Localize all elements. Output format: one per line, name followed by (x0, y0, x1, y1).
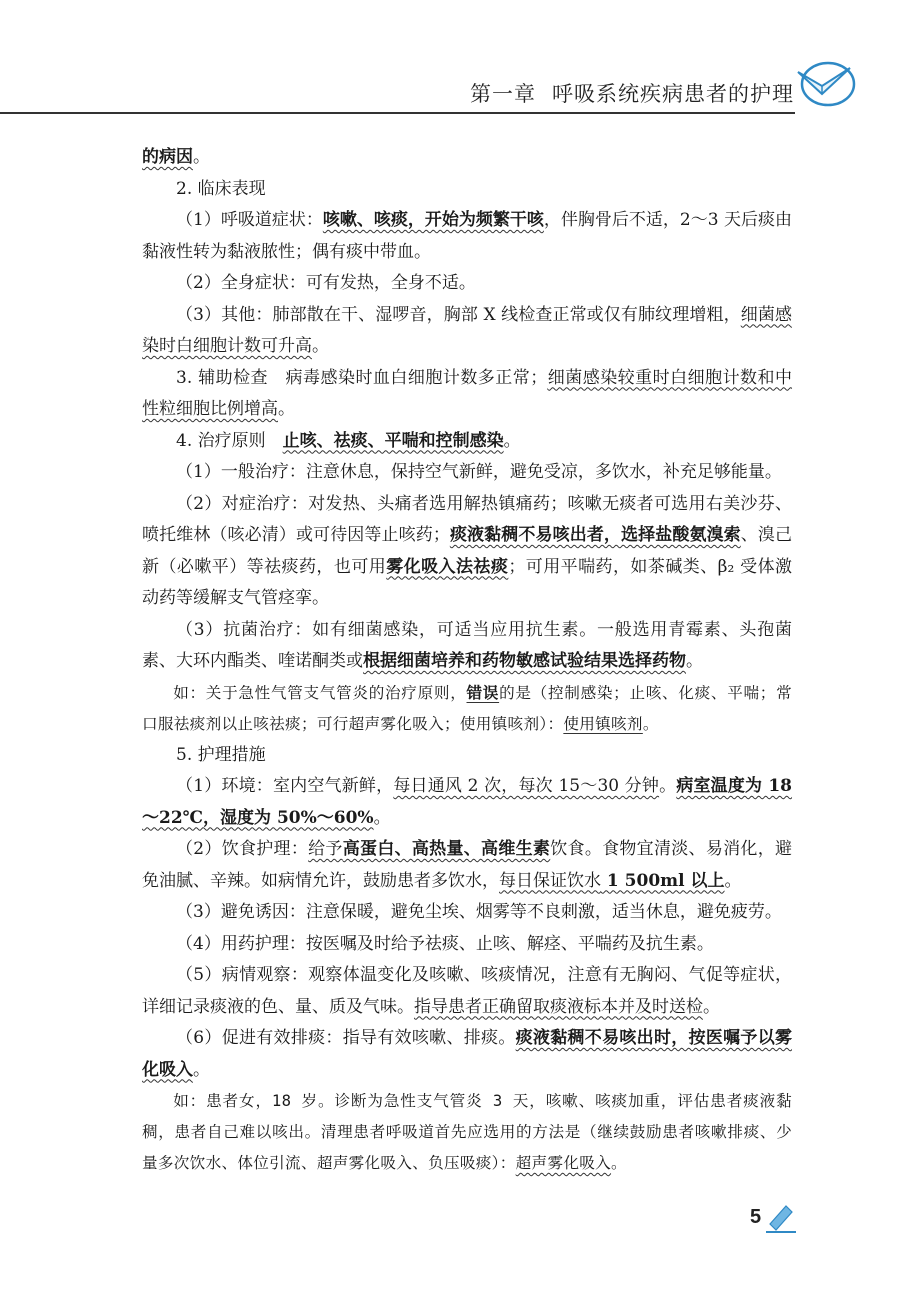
page-number: 5 (750, 1206, 762, 1228)
nursing-avoid-triggers: （3）避免诱因：注意保暖，避免尘埃、烟雾等不良刺激，适当休息，避免疲劳。 (176, 902, 782, 922)
clinical-respiratory: （1）呼吸道症状：咳嗽、咳痰，开始为频繁干咳，伴胸骨后不适，2～3 天后痰由黏液性转为黏液脓性；偶有痰中带血。 (142, 210, 792, 262)
chapter-name: 呼吸系统疾病患者的护理 (552, 82, 794, 106)
chapter-title (470, 78, 794, 108)
clinical-other: （3）其他：肺部散在干、湿啰音，胸部 X 线检查正常或仅有肺纹理增粗，细菌感染时白细胞计数可升高。 (142, 304, 793, 356)
book-logo-icon (794, 52, 858, 110)
clinical-systemic: （2）全身症状：可有发热，全身不适。 (176, 273, 476, 293)
section-auxiliary-exam: 3. 辅助检查 病毒感染时血白细胞计数多正常；细菌感染较重时白细胞计数和中性粒细胞比例增高。 (142, 367, 793, 419)
section-treatment-principle: 4. 治疗原则 止咳、祛痰、平喘和控制感染。 (176, 430, 521, 451)
nursing-diet: （2）饮食护理：给予高蛋白、高热量、高维生素饮食。食物宜清淡、易消化，避免油腻、辛辣。如病情允许，鼓励患者多饮水，每日保证饮水 1 500ml 以上。 (142, 839, 793, 891)
section-nursing-measures: 5. 护理措施 (176, 744, 266, 765)
nursing-sputum-clearance: （6）促进有效排痰：指导有效咳嗽、排痰。痰液黏稠不易咳出时，按医嘱予以雾化吸入。 (142, 1028, 792, 1080)
treatment-general: （1）一般治疗：注意休息，保持空气新鲜，避免受凉，多饮水，补充足够能量。 (176, 462, 782, 482)
nursing-environment: （1）环境：室内空气新鲜，每日通风 2 次，每次 15～30 分钟。病室温度为 18～22℃，湿度为 50%～60%。 (142, 776, 793, 828)
treatment-antibacterial: （3）抗菌治疗：如有细菌感染，可适当应用抗生素。一般选用青霉素、头孢菌素、大环内酯类、喹诺酮类或根据细菌培养和药物敏感试验结果选择药物。 (142, 619, 792, 671)
page-body (142, 142, 792, 1179)
chapter-number: 第一章 (470, 82, 536, 106)
nursing-observation: （5）病情观察：观察体温变化及咳嗽、咳痰情况，注意有无胸闷、气促等症状，详细记录痰液的色、量、质及气味。指导患者正确留取痰液标本并及时送检。 (142, 965, 792, 1017)
example-question-1: 如：关于急性气管支气管炎的治疗原则，错误的是（控制感染；止咳、化痰、平喘；常口服祛痰剂以止咳祛痰；可行超声雾化吸入；使用镇咳剂）：使用镇咳剂。 (142, 683, 792, 733)
header-rule (0, 112, 795, 114)
example-question-2: 如：患者女，18 岁。诊断为急性支气管炎 3 天，咳嗽、咳痰加重，评估患者痰液黏稠，患者自己难以咳出。清理患者呼吸道首先应选用的方法是（继续鼓励患者咳嗽排痰、少量多次饮水、体位引流、超声雾化吸入、负压吸痰）：超声雾化吸入。 (142, 1092, 792, 1172)
nursing-medication: （4）用药护理：按医嘱及时给予祛痰、止咳、解痉、平喘药及抗生素。 (176, 933, 714, 954)
page-header (0, 0, 900, 125)
treatment-symptomatic: （2）对症治疗：对发热、头痛者选用解热镇痛药；咳嗽无痰者可选用右美沙芬、喷托维林（咳必清）或可待因等止咳药；痰液黏稠不易咳出者，选择盐酸氨溴索、溴己新（必嗽平）等祛痰药，也可用雾化吸入法祛痰；可用平喘药，如茶碱类、β₂ 受体激动药等缓解支气管痉挛。 (142, 493, 793, 608)
section-clinical-heading: 2. 临床表现 (176, 178, 266, 199)
paragraph-cause: 的病因。 (142, 147, 210, 167)
pen-icon (764, 1200, 798, 1234)
